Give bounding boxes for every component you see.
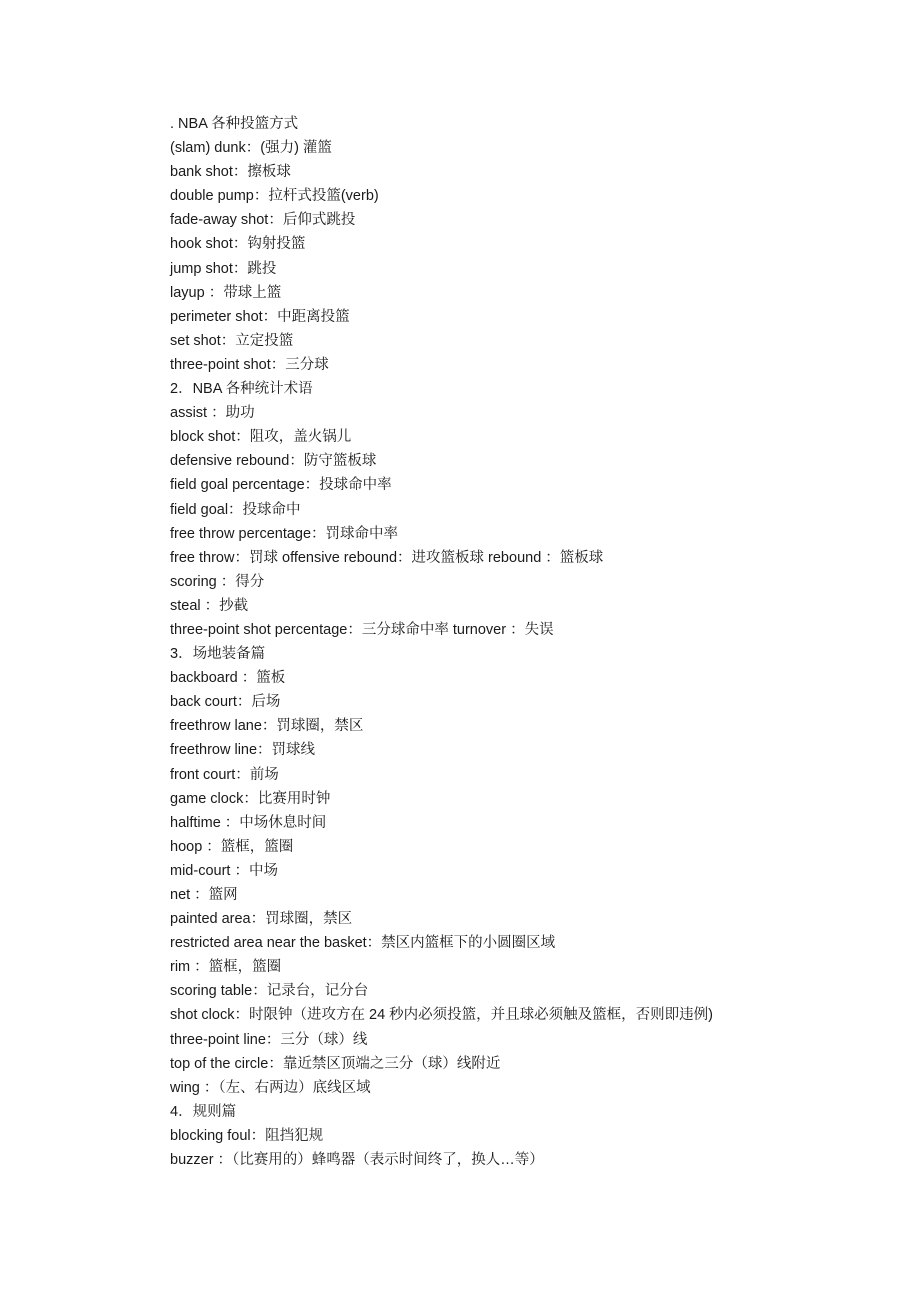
glossary-line: three-point line：三分（球）线 (170, 1031, 368, 1048)
glossary-line: free throw percentage：罚球命中率 (170, 525, 399, 542)
glossary-line: assist ：助功 (170, 405, 255, 422)
glossary-line: freethrow lane：罚球圈，禁区 (170, 718, 364, 735)
glossary-line: hook shot：钩射投篮 (170, 236, 306, 253)
glossary-line: net ：篮网 (170, 887, 238, 903)
glossary-line: layup ：带球上篮 (170, 284, 282, 301)
section-heading: 4．规则篇 (170, 1103, 237, 1120)
glossary-line: freethrow line：罚球线 (170, 742, 316, 759)
glossary-line: perimeter shot：中距离投篮 (170, 308, 350, 325)
glossary-line: rim ：篮框，篮圈 (170, 959, 282, 976)
glossary-line: (slam) dunk：(强力) 灌篮 (170, 140, 332, 157)
section-heading: 3．场地装备篇 (170, 646, 266, 663)
document-body (170, 112, 890, 1172)
glossary-line: backboard ：篮板 (170, 670, 286, 687)
glossary-line: restricted area near the basket：禁区内篮框下的小圆圈区域 (170, 935, 556, 952)
section-heading: 2．NBA 各种统计术语 (170, 381, 313, 398)
glossary-line: mid-court ：中场 (170, 862, 278, 879)
glossary-line: jump shot：跳投 (170, 260, 277, 277)
glossary-line: field goal percentage：投球命中率 (170, 477, 392, 494)
glossary-line: double pump：拉杆式投篮(verb) (170, 188, 379, 205)
glossary-line: buzzer ：（比赛用的）蜂鸣器（表示时间终了，换人…等） (170, 1152, 544, 1169)
glossary-line: field goal：投球命中 (170, 501, 301, 518)
glossary-line: blocking foul：阻挡犯规 (170, 1127, 324, 1144)
glossary-line: back court：后场 (170, 694, 281, 711)
glossary-line: scoring ：得分 (170, 573, 265, 590)
glossary-line: fade-away shot：后仰式跳投 (170, 212, 356, 229)
glossary-line: front court：前场 (170, 766, 279, 783)
glossary-line: steal ：抄截 (170, 597, 249, 614)
glossary-line: three-point shot percentage：三分球命中率 turnover ：失误 (170, 621, 554, 638)
section-heading: . NBA 各种投篮方式 (170, 116, 299, 132)
glossary-line: shot clock：时限钟（进攻方在 24 秒内必须投篮，并且球必须触及篮框，否则即违例) (170, 1007, 713, 1024)
glossary-line: wing ：（左、右两边）底线区域 (170, 1079, 371, 1096)
glossary-line: scoring table：记录台，记分台 (170, 983, 369, 1000)
glossary-line: bank shot：擦板球 (170, 164, 291, 181)
glossary-line: halftime ：中场休息时间 (170, 814, 327, 831)
glossary-line: painted area：罚球圈，禁区 (170, 911, 353, 928)
glossary-line: free throw：罚球 offensive rebound：进攻篮板球 rebound ：篮板球 (170, 549, 604, 566)
glossary-line: block shot：阻攻，盖火锅儿 (170, 429, 352, 446)
glossary-line: top of the circle：靠近禁区顶端之三分（球）线附近 (170, 1055, 501, 1072)
glossary-line: hoop ：篮框，篮圈 (170, 838, 294, 855)
glossary-line: defensive rebound：防守篮板球 (170, 453, 377, 470)
glossary-line: game clock：比赛用时钟 (170, 790, 331, 807)
glossary-line: set shot：立定投篮 (170, 332, 294, 349)
glossary-line: three-point shot：三分球 (170, 356, 329, 373)
